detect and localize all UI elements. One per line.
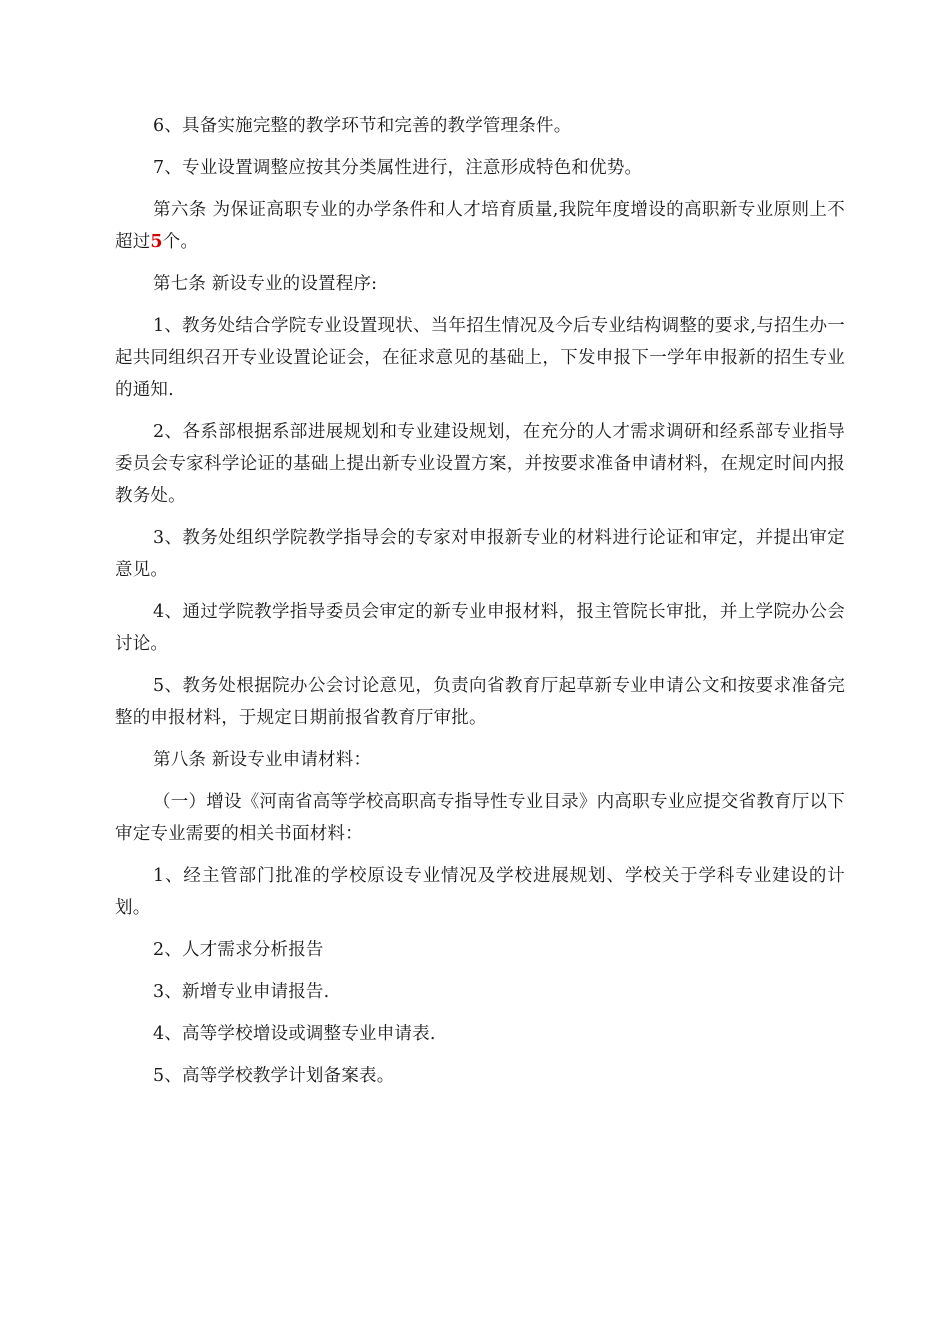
paragraph-procedure-1: 1、教务处结合学院专业设置现状、当年招生情况及今后专业结构调整的要求,与招生办一起共同组织召开专业设置论证会，在征求意见的基础上，下发申报下一学年申报新的招生专业的通知. (115, 316, 845, 400)
article-6-text: 第六条 为保证高职专业的办学条件和人才培育质量,我院年度增设的高职新专业原则上不超过 (115, 200, 845, 252)
paragraph-section-1: （一）增设《河南省高等学校高职高专指导性专业目录》内高职专业应提交省教育厅以下审定专业需要的相关书面材料： (115, 792, 845, 844)
article-6-limit-number: 5 (150, 232, 163, 252)
paragraph-article-8: 第八条 新设专业申请材料： (153, 750, 372, 770)
paragraph-material-5: 5、高等学校教学计划备案表。 (153, 1066, 395, 1086)
paragraph-material-4: 4、高等学校增设或调整专业申请表. (153, 1024, 436, 1044)
paragraph-item-7: 7、专业设置调整应按其分类属性进行，注意形成特色和优势。 (153, 158, 643, 178)
paragraph-material-1: 1、经主管部门批准的学校原设专业情况及学校进展规划、学校关于学科专业建设的计划。 (115, 866, 845, 918)
paragraph-procedure-3: 3、教务处组织学院教学指导会的专家对申报新专业的材料进行论证和审定，并提出审定意见。 (115, 528, 845, 580)
paragraph-material-3: 3、新增专业申请报告. (153, 982, 330, 1002)
paragraph-procedure-4: 4、通过学院教学指导委员会审定的新专业申报材料，报主管院长审批，并上学院办公会讨论。 (115, 602, 845, 654)
document-body (115, 110, 845, 1102)
paragraph-procedure-2: 2、各系部根据系部进展规划和专业建设规划，在充分的人才需求调研和经系部专业指导委员会专家科学论证的基础上提出新专业设置方案，并按要求准备申请材料，在规定时间内报教务处。 (115, 422, 845, 506)
paragraph-material-2: 2、人才需求分析报告 (153, 940, 324, 960)
paragraph-item-6: 6、具备实施完整的教学环节和完善的教学管理条件。 (153, 116, 572, 136)
paragraph-procedure-5: 5、教务处根据院办公会讨论意见，负责向省教育厅起草新专业申请公文和按要求准备完整的申报材料，于规定日期前报省教育厅审批。 (115, 676, 845, 728)
paragraph-article-6 (115, 194, 845, 258)
paragraph-article-7: 第七条 新设专业的设置程序: (153, 274, 378, 294)
article-6-text-end: 个。 (162, 232, 199, 252)
